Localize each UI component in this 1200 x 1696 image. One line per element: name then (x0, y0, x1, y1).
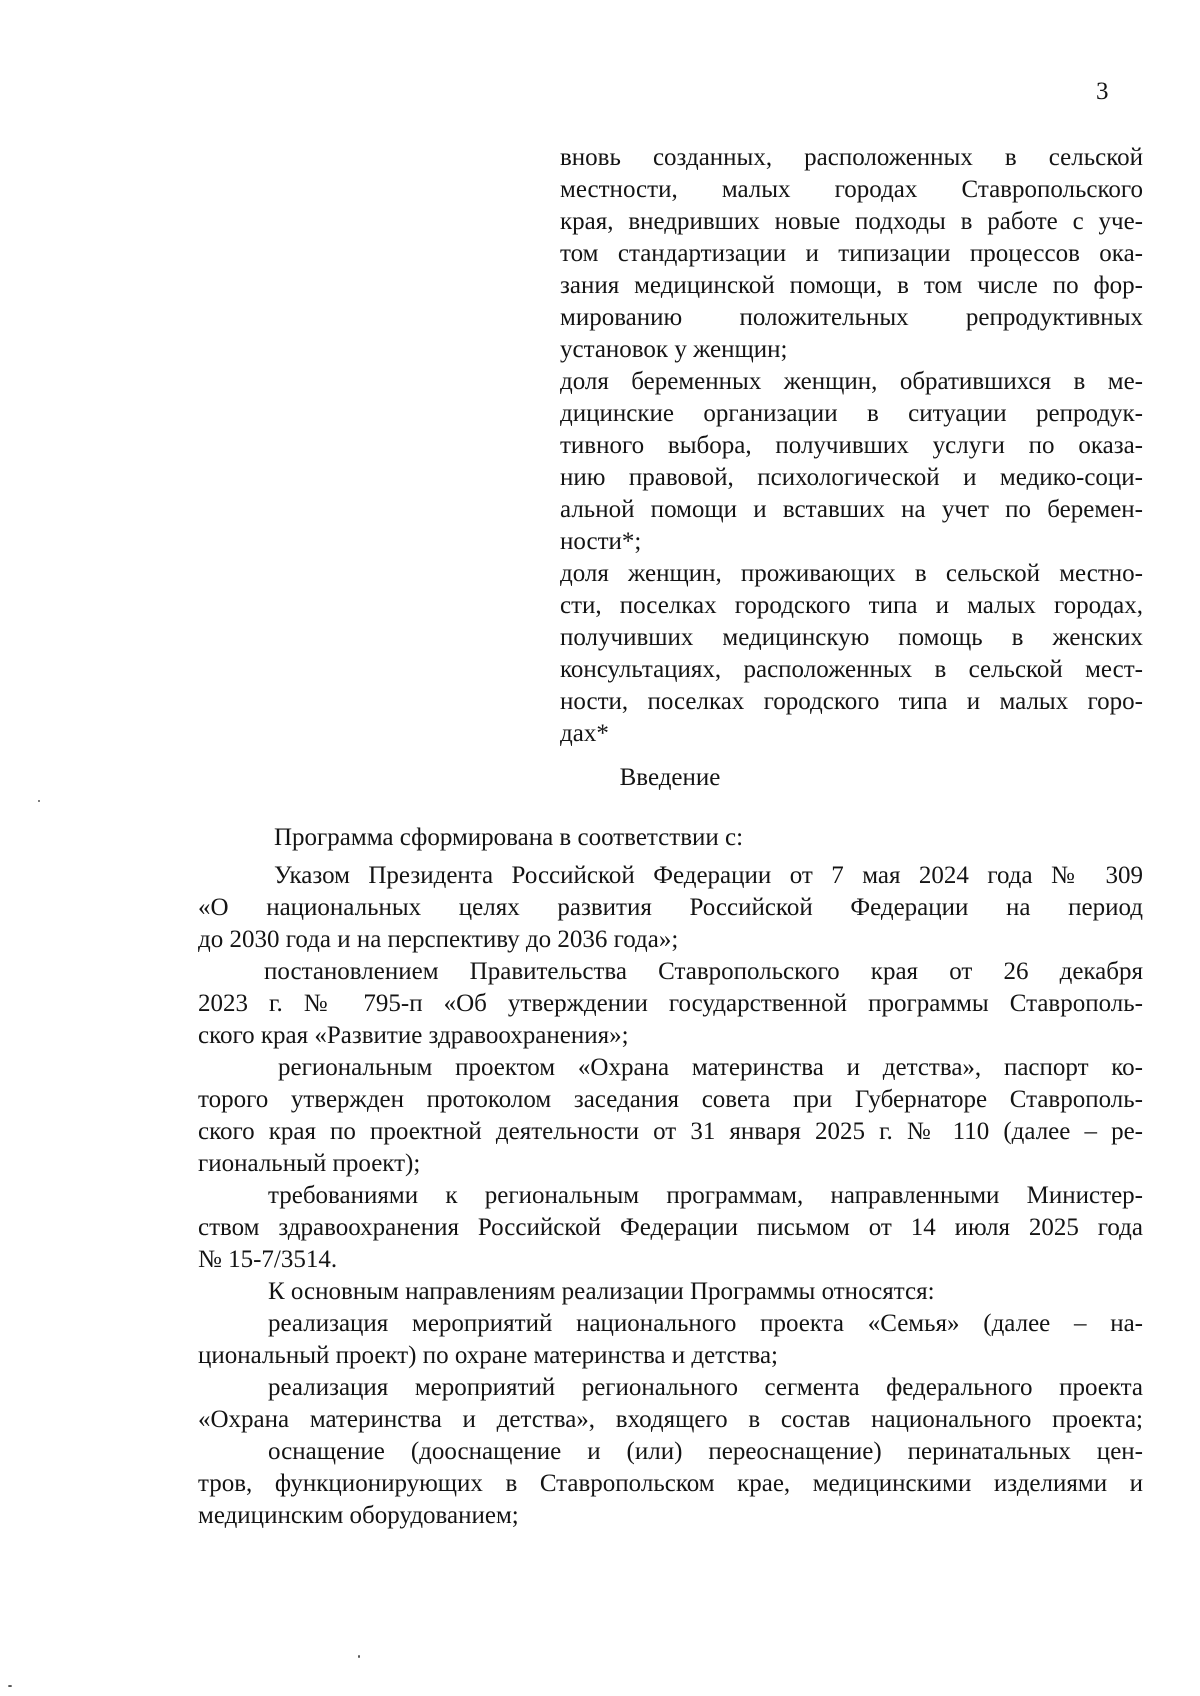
body-line: К основным направлениям реализации Программы относятся: (268, 1278, 935, 1305)
body-line: региональным проектом «Охрана материнства и детства», паспорт ко- (278, 1054, 1143, 1081)
indicator-line: тивного выбора, получивших услуги по оказа- (560, 432, 1143, 459)
body-line: медицинским оборудованием; (198, 1502, 519, 1529)
body-line: требованиями к региональным программам, направленными Министер- (268, 1182, 1143, 1209)
indicator-line: доля женщин, проживающих в сельской местно- (560, 560, 1143, 587)
body-line: до 2030 года и на перспективу до 2036 года»; (198, 926, 679, 953)
body-line: реализация мероприятий национального проекта «Семья» (далее – на- (268, 1310, 1143, 1337)
indicator-line: ности, поселках городского типа и малых горо- (560, 688, 1143, 715)
body-line: гиональный проект); (198, 1150, 421, 1177)
indicator-line: установок у женщин; (560, 336, 788, 363)
scan-speck (38, 800, 40, 802)
indicator-line: местности, малых городах Ставропольского (560, 176, 1143, 203)
body-line: Указом Президента Российской Федерации от 7 мая 2024 года № 309 (274, 862, 1143, 889)
body-line: 2023 г. № 795-п «Об утверждении государственной программы Ставрополь- (198, 990, 1143, 1017)
indicator-line: ности*; (560, 528, 642, 555)
indicator-line: дах* (560, 720, 609, 747)
indicator-line: доля беременных женщин, обратившихся в ме- (560, 368, 1143, 395)
body-text (198, 822, 1143, 1532)
indicator-line: получивших медицинскую помощь в женских (560, 624, 1143, 651)
body-line: тров, функционирующих в Ставропольском крае, медицинскими изделиями и (198, 1470, 1143, 1497)
body-line: оснащение (дооснащение и (или) переоснащение) перинатальных цен- (268, 1438, 1143, 1465)
scan-speck (8, 1685, 12, 1687)
indicator-line: мированию положительных репродуктивных (560, 304, 1143, 331)
body-line: циональный проект) по охране материнства и детства; (198, 1342, 778, 1369)
indicator-line: сти, поселках городского типа и малых городах, (560, 592, 1143, 619)
indicator-line: вновь созданных, расположенных в сельской (560, 144, 1143, 171)
indicators-block (560, 142, 1143, 750)
body-line: Программа сформирована в соответствии с: (274, 824, 744, 851)
body-line: торого утвержден протоколом заседания совета при Губернаторе Ставрополь- (198, 1086, 1143, 1113)
indicator-line: зания медицинской помощи, в том числе по фор- (560, 272, 1143, 299)
body-line: «Охрана материнства и детства», входящего в состав национального проекта; (198, 1406, 1143, 1433)
body-line: ством здравоохранения Российской Федерации письмом от 14 июля 2025 года (198, 1214, 1143, 1241)
indicator-line: нию правовой, психологической и медико-соци- (560, 464, 1143, 491)
indicator-line: альной помощи и вставших на учет по беремен- (560, 496, 1143, 523)
body-line: «О национальных целях развития Российской Федерации на период (198, 894, 1143, 921)
indicator-line: том стандартизации и типизации процессов ока- (560, 240, 1143, 267)
body-line: реализация мероприятий регионального сегмента федерального проекта (268, 1374, 1143, 1401)
scan-speck (358, 1655, 360, 1658)
section-heading: Введение (619, 764, 721, 791)
body-line: № 15-7/3514. (198, 1246, 338, 1273)
body-line: постановлением Правительства Ставропольского края от 26 декабря (264, 958, 1143, 985)
indicator-line: консультациях, расположенных в сельской мест- (560, 656, 1143, 683)
indicator-line: края, внедривших новые подходы в работе с уче- (560, 208, 1143, 235)
indicator-line: дицинские организации в ситуации репродук- (560, 400, 1143, 427)
body-line: ского края «Развитие здравоохранения»; (198, 1022, 629, 1049)
body-line: ского края по проектной деятельности от 31 января 2025 г. № 110 (далее – ре- (198, 1118, 1143, 1145)
page-number: 3 (1096, 78, 1109, 105)
